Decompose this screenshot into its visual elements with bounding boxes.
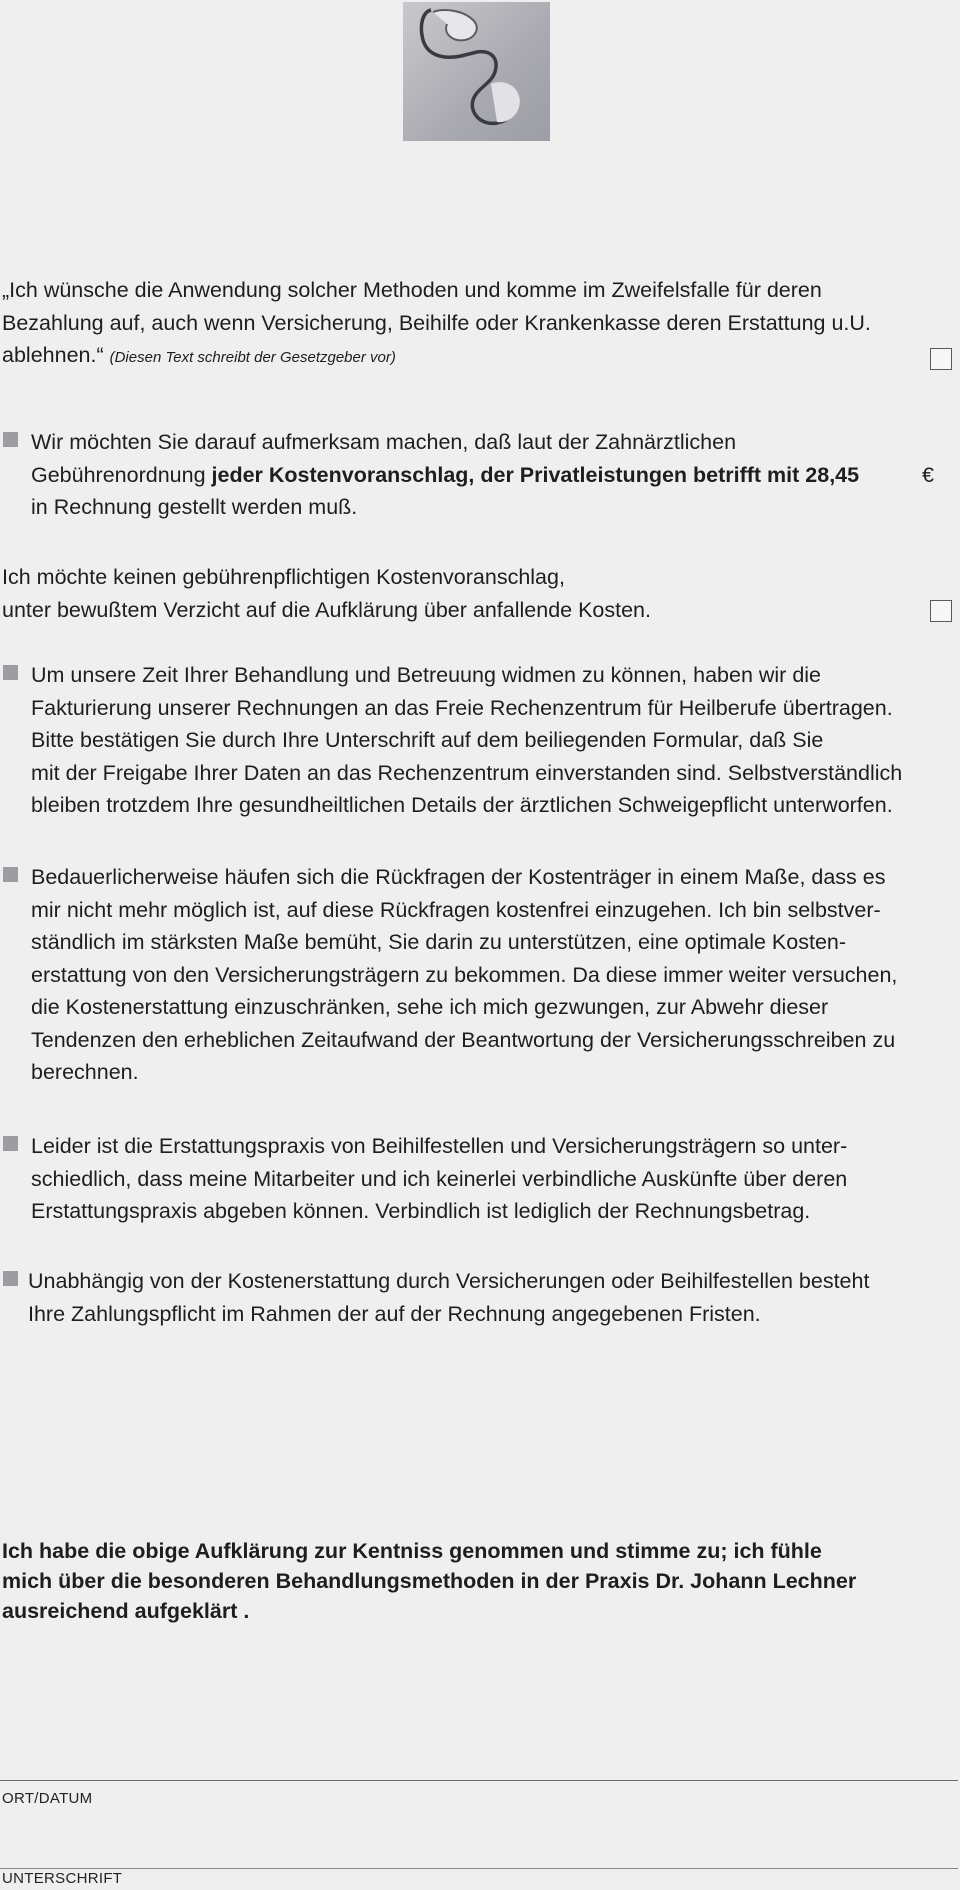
intro-line: ablehnen.“	[2, 343, 104, 367]
legal-note: (Diesen Text schreibt der Gesetzgeber vor)	[109, 349, 396, 366]
signature-line[interactable]	[0, 1868, 958, 1869]
paragraph-line: Gebührenordnung	[31, 462, 212, 487]
paragraph-line: mir nicht mehr möglich ist, auf diese Rückfragen kostenfrei einzugehen. Ich bin selbstver-	[31, 897, 881, 922]
paragraph-line: Ihre Zahlungspflicht im Rahmen der auf der Rechnung angegebenen Fristen.	[28, 1301, 761, 1326]
paragraph-line: Wir möchten Sie darauf aufmerksam machen, daß laut der Zahnärztlichen	[31, 430, 737, 454]
waiver-line: unter bewußtem Verzicht auf die Aufklärung über anfallende Kosten.	[2, 597, 651, 622]
reimbursement-practice-paragraph	[31, 1130, 847, 1228]
intro-statement	[2, 274, 871, 375]
queries-paragraph	[31, 861, 897, 1089]
paragraph-line: erstattung von den Versicherungsträgern zu bekommen. Da diese immer weiter versuchen,	[31, 962, 898, 987]
consent-line: ausreichend aufgeklärt .	[2, 1599, 250, 1623]
paragraph-line: ständlich im stärksten Maße bemüht, Sie darin zu unterstützen, eine optimale Kosten-	[31, 930, 847, 954]
paragraph-line: Um unsere Zeit Ihrer Behandlung und Betreuung widmen zu können, haben wir die	[31, 663, 822, 687]
intro-line: „Ich wünsche die Anwendung solcher Methoden und komme im Zweifelsfalle für deren	[2, 278, 822, 302]
place-date-label: ORT/DATUM	[2, 1790, 93, 1807]
paragraph-line: die Kostenerstattung einzuschränken, sehe ich mich gezwungen, zur Abwehr dieser	[31, 995, 829, 1019]
place-date-line[interactable]	[0, 1780, 958, 1781]
bullet-square	[3, 1136, 18, 1151]
cost-estimate-paragraph	[31, 426, 859, 524]
payment-obligation-paragraph	[28, 1265, 869, 1330]
paragraph-line: Fakturierung unserer Rechnungen an das Freie Rechenzentrum für Heilberufe übertragen.	[31, 695, 893, 720]
paragraph-line: mit der Freigabe Ihrer Daten an das Rechenzentrum einverstanden sind. Selbstverständlich	[31, 760, 903, 785]
paragraph-line: Bitte bestätigen Sie durch Ihre Unterschrift auf dem beiliegenden Formular, daß Sie	[31, 728, 824, 752]
paragraph-line: Leider ist die Erstattungspraxis von Beihilfestellen und Versicherungsträgern so unter-	[31, 1134, 848, 1158]
bullet-square	[3, 432, 18, 447]
consent-statement	[2, 1536, 856, 1626]
paragraph-line: in Rechnung gestellt werden muß.	[31, 495, 358, 519]
paragraph-line: bleiben trotzdem Ihre gesundheiltlichen Details der ärztlichen Schweigepflicht unterworfen.	[31, 793, 893, 817]
billing-paragraph	[31, 659, 902, 822]
bullet-square	[3, 1271, 18, 1286]
paragraph-line: berechnen.	[31, 1060, 139, 1084]
consent-line: Ich habe die obige Aufklärung zur Kentniss genommen und stimme zu; ich fühle	[2, 1539, 822, 1563]
paragraph-line: schiedlich, dass meine Mitarbeiter und ich keinerlei verbindliche Auskünfte über deren	[31, 1166, 848, 1191]
waiver-statement	[2, 561, 651, 626]
paragraph-line: Unabhängig von der Kostenerstattung durch Versicherungen oder Beihilfestellen besteht	[28, 1269, 870, 1293]
intro-line: Bezahlung auf, auch wenn Versicherung, Beihilfe oder Krankenkasse deren Erstattung u.U.	[2, 310, 871, 335]
paragraph-line: Bedauerlicherweise häufen sich die Rückfragen der Kostenträger in einem Maße, dass es	[31, 865, 886, 889]
currency-symbol: €	[922, 463, 934, 487]
consent-line: mich über die besonderen Behandlungsmethoden in der Praxis Dr. Johann Lechner	[2, 1569, 857, 1593]
intro-consent-checkbox[interactable]	[930, 348, 952, 370]
bullet-square	[3, 867, 18, 882]
cost-estimate-fee: jeder Kostenvoranschlag, der Privatleistungen betrifft mit 28,45	[211, 462, 860, 487]
paragraph-line: Erstattungspraxis abgeben können. Verbindlich ist lediglich der Rechnungsbetrag.	[31, 1199, 811, 1223]
paragraph-line: Tendenzen den erheblichen Zeitaufwand der Beantwortung der Versicherungsschreiben zu	[31, 1027, 896, 1052]
waiver-line: Ich möchte keinen gebührenpflichtigen Kostenvoranschlag,	[2, 565, 565, 589]
waiver-checkbox[interactable]	[930, 600, 952, 622]
puzzle-piece-icon	[403, 2, 550, 141]
bullet-square	[3, 665, 18, 680]
puzzle-piece-logo	[403, 2, 550, 141]
signature-label: UNTERSCHRIFT	[2, 1870, 123, 1887]
